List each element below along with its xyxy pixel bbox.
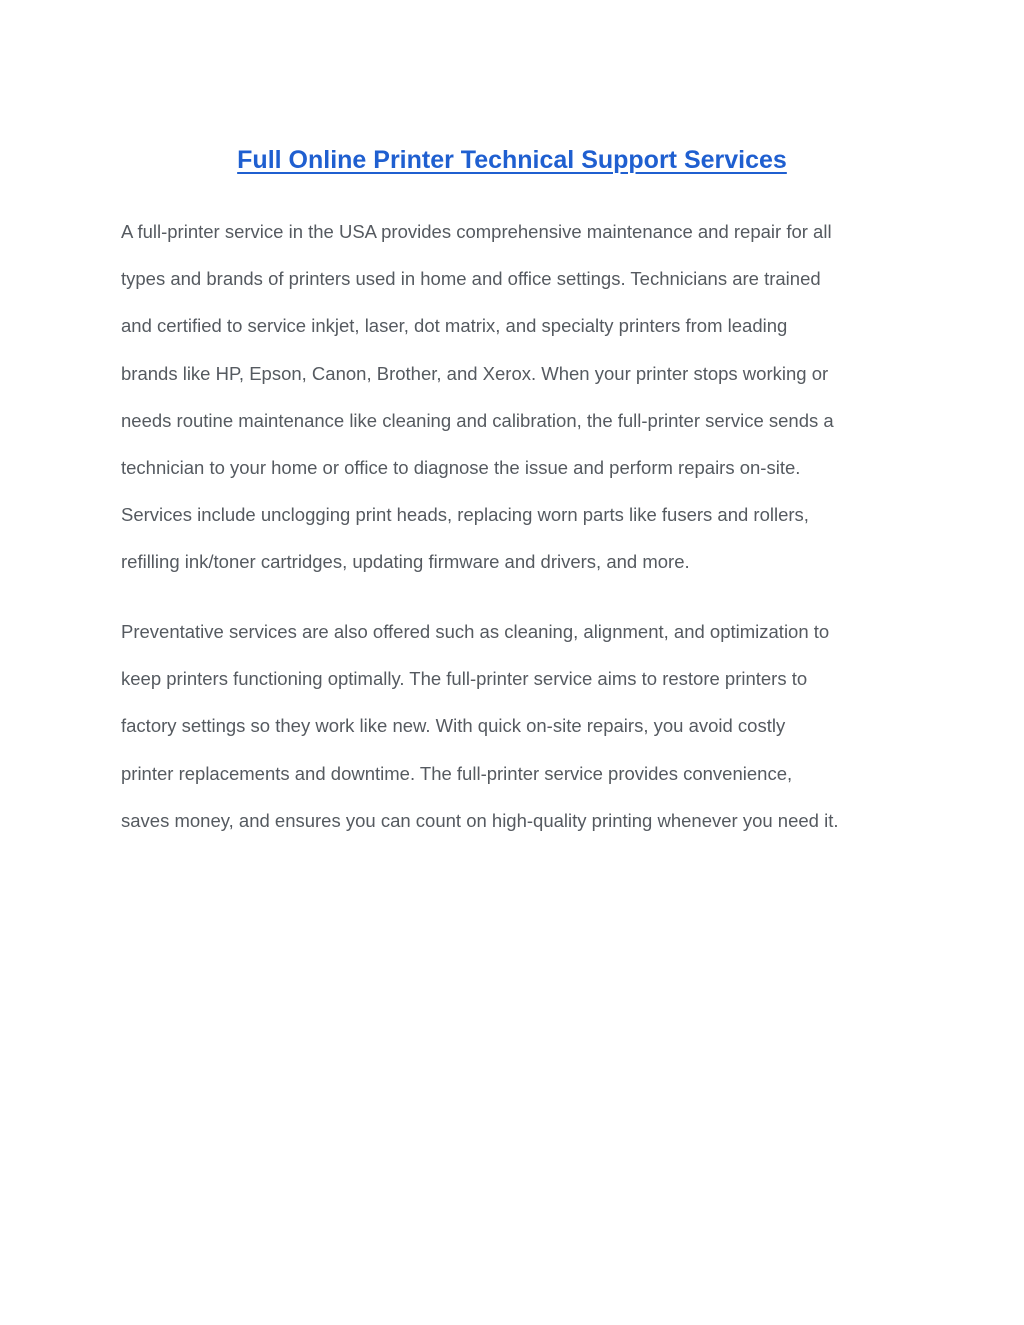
paragraph-line: brands like HP, Epson, Canon, Brother, and Xerox. When your printer stops working or bbox=[121, 362, 829, 384]
paragraph-2 bbox=[121, 608, 911, 844]
title-container bbox=[0, 146, 1024, 175]
paragraph-line: printer replacements and downtime. The full-printer service provides convenience, bbox=[121, 762, 793, 784]
page-title-link[interactable]: Full Online Printer Technical Support Services bbox=[237, 146, 787, 174]
paragraph-line: types and brands of printers used in home and office settings. Technicians are trained bbox=[121, 268, 821, 290]
paragraph-line: needs routine maintenance like cleaning and calibration, the full-printer service sends a bbox=[121, 409, 834, 431]
paragraph-line: and certified to service inkjet, laser, dot matrix, and specialty printers from leading bbox=[121, 315, 788, 337]
paragraph-line: A full-printer service in the USA provides comprehensive maintenance and repair for all bbox=[121, 221, 832, 242]
paragraph-line: keep printers functioning optimally. The full-printer service aims to restore printers to bbox=[121, 668, 808, 690]
paragraph-line: Preventative services are also offered such as cleaning, alignment, and optimization to bbox=[121, 621, 830, 642]
paragraph-line: Services include unclogging print heads, replacing worn parts like fusers and rollers, bbox=[121, 504, 809, 526]
paragraph-line: technician to your home or office to diagnose the issue and perform repairs on-site. bbox=[121, 457, 801, 479]
paragraph-line: refilling ink/toner cartridges, updating firmware and drivers, and more. bbox=[121, 551, 690, 573]
paragraph-line: factory settings so they work like new. With quick on-site repairs, you avoid costly bbox=[121, 715, 786, 737]
paragraph-line: saves money, and ensures you can count on high-quality printing whenever you need it. bbox=[121, 809, 839, 831]
paragraph-1 bbox=[121, 208, 911, 586]
